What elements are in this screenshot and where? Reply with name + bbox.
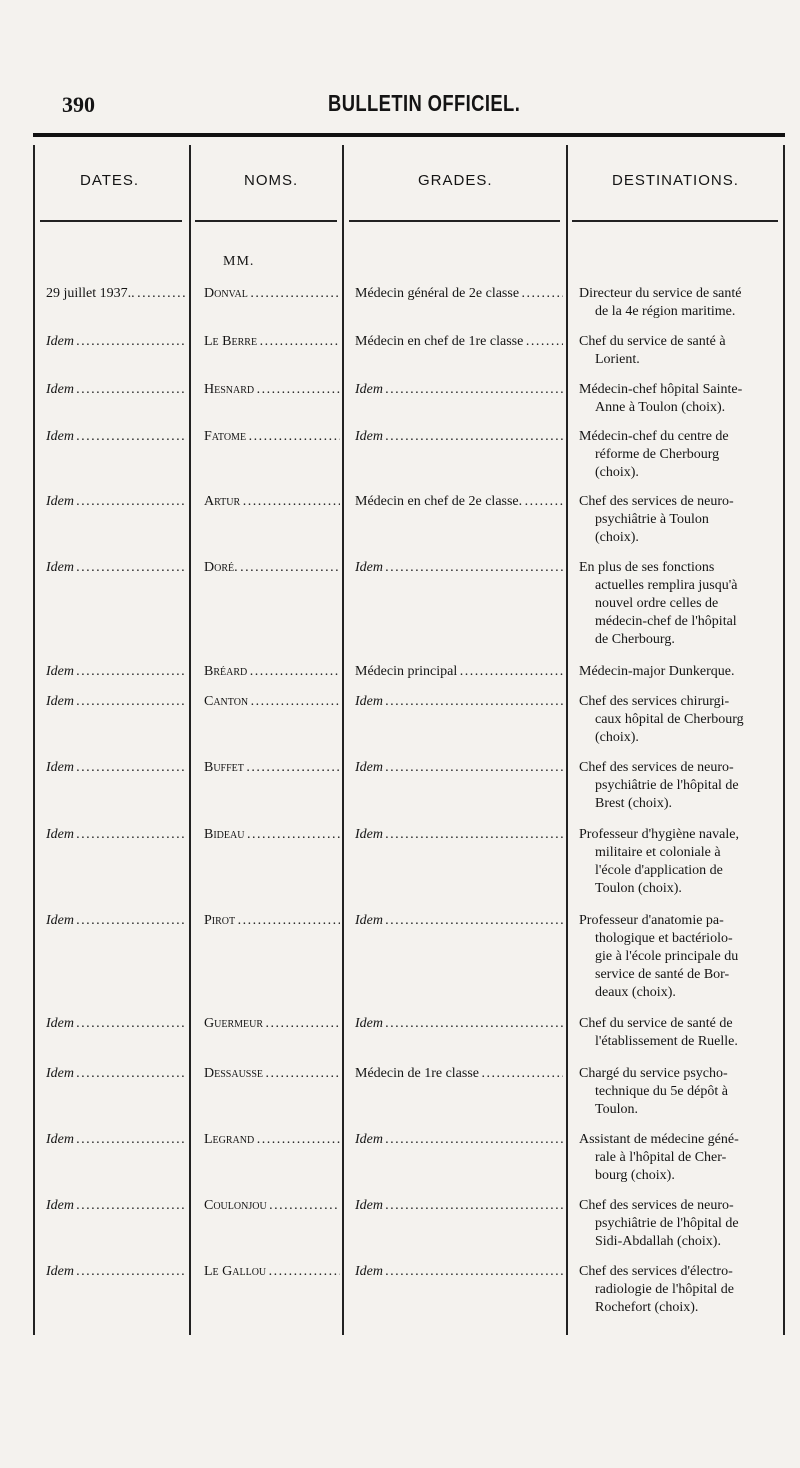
destination-line: Médecin-chef hôpital Sainte-: [579, 382, 743, 397]
destination-line: Sidi-Abdallah (choix).: [595, 1234, 721, 1249]
date-cell: Idem . . .: [46, 912, 186, 930]
destination-line: Professeur d'hygiène navale,: [579, 827, 739, 842]
destination-line: En plus de ses fonctions: [579, 560, 715, 575]
name-cell: Canton . . .: [204, 693, 340, 711]
destination-line: (choix).: [595, 730, 639, 745]
destination-line: Chef des services chirurgi-: [579, 694, 730, 709]
destination-line: Toulon.: [595, 1102, 638, 1117]
destination-line: l'établissement de Ruelle.: [595, 1034, 738, 1049]
destination-line: Médecin-chef du centre de: [579, 429, 729, 444]
destination-line: l'école d'application de: [595, 863, 723, 878]
destination-line: Assistant de médecine géné-: [579, 1132, 739, 1147]
grade-cell: Idem . . .: [355, 381, 563, 399]
destination-line: Chef du service de santé à: [579, 334, 726, 349]
grade-cell: Idem . . .: [355, 1131, 563, 1149]
destination-cell: [579, 1197, 791, 1251]
destination-line: médecin-chef de l'hôpital: [595, 614, 737, 629]
destination-line: deaux (choix).: [595, 985, 676, 1000]
name-cell: Guermeur . . .: [204, 1015, 340, 1033]
destination-cell: [579, 826, 791, 898]
destination-line: Chef des services de neuro-: [579, 494, 734, 509]
grade-cell: Médecin principal . . .: [355, 663, 563, 681]
destination-line: Toulon (choix).: [595, 881, 682, 896]
destination-line: Lorient.: [595, 352, 640, 367]
date-cell: Idem . . .: [46, 381, 186, 399]
name-cell: Bréard . . .: [204, 663, 340, 681]
destination-line: rale à l'hôpital de Cher-: [595, 1150, 727, 1165]
destination-cell: [579, 663, 791, 681]
destination-line: caux hôpital de Cherbourg: [595, 712, 744, 727]
destination-line: Chef des services de neuro-: [579, 1198, 734, 1213]
grade-cell: Idem . . .: [355, 826, 563, 844]
grade-cell: Idem . . .: [355, 1197, 563, 1215]
destination-line: Brest (choix).: [595, 796, 672, 811]
date-cell: Idem . . .: [46, 1015, 186, 1033]
destination-cell: [579, 912, 791, 1002]
grade-cell: Idem . . .: [355, 693, 563, 711]
date-cell: 29 juillet 1937.. . . .: [46, 285, 186, 303]
date-cell: Idem . . .: [46, 759, 186, 777]
name-cell: Buffet . . .: [204, 759, 340, 777]
name-cell: Bideau . . .: [204, 826, 340, 844]
destination-cell: [579, 1015, 791, 1051]
date-cell: Idem . . .: [46, 1065, 186, 1083]
destination-line: actuelles remplira jusqu'à: [595, 578, 738, 593]
destination-line: thologique et bactériolo-: [595, 931, 733, 946]
destination-line: militaire et coloniale à: [595, 845, 721, 860]
grade-cell: Idem . . .: [355, 759, 563, 777]
date-cell: Idem . . .: [46, 663, 186, 681]
column-header-grades: GRADES.: [418, 172, 493, 189]
column-header-noms: NOMS.: [244, 172, 299, 189]
name-cell: Le Berre . . .: [204, 333, 340, 351]
destination-cell: [579, 285, 791, 321]
destination-line: psychiâtrie de l'hôpital de: [595, 778, 739, 793]
date-cell: Idem . . .: [46, 559, 186, 577]
name-cell: Hesnard . . .: [204, 381, 340, 399]
destination-line: technique du 5e dépôt à: [595, 1084, 728, 1099]
column-divider: [566, 145, 568, 1335]
grade-cell: Idem . . .: [355, 1015, 563, 1033]
name-cell: Donval . . .: [204, 285, 340, 303]
column-divider: [342, 145, 344, 1335]
grade-cell: Idem . . .: [355, 559, 563, 577]
destination-cell: [579, 493, 791, 547]
grade-cell: Médecin général de 2e classe . . .: [355, 285, 563, 303]
date-cell: Idem . . .: [46, 1263, 186, 1281]
date-cell: Idem . . .: [46, 493, 186, 511]
date-cell: Idem . . .: [46, 428, 186, 446]
destination-line: de la 4e région maritime.: [595, 304, 736, 319]
header-underline: [349, 220, 560, 222]
date-cell: Idem . . .: [46, 1131, 186, 1149]
date-cell: Idem . . .: [46, 1197, 186, 1215]
destination-line: psychiâtrie à Toulon: [595, 512, 709, 527]
destination-line: service de santé de Bor-: [595, 967, 730, 982]
name-cell: Legrand . . .: [204, 1131, 340, 1149]
destination-line: Médecin-major Dunkerque.: [579, 664, 735, 679]
destination-line: (choix).: [595, 530, 639, 545]
header-underline: [195, 220, 337, 222]
destination-cell: [579, 559, 791, 649]
destination-line: Anne à Toulon (choix).: [595, 400, 726, 415]
destination-line: de Cherbourg.: [595, 632, 675, 647]
column-divider: [189, 145, 191, 1335]
name-cell: Pirot . . .: [204, 912, 340, 930]
name-cell: Dessausse . . .: [204, 1065, 340, 1083]
destination-cell: [579, 381, 791, 417]
destination-cell: [579, 693, 791, 747]
destination-line: Rochefort (choix).: [595, 1300, 699, 1315]
destination-line: radiologie de l'hôpital de: [595, 1282, 734, 1297]
grade-cell: Idem . . .: [355, 1263, 563, 1281]
destination-line: bourg (choix).: [595, 1168, 675, 1183]
destination-cell: [579, 333, 791, 369]
name-cell: Doré. . . .: [204, 559, 340, 577]
destination-cell: [579, 428, 791, 482]
column-header-dates: DATES.: [80, 172, 140, 189]
destination-line: gie à l'école principale du: [595, 949, 739, 964]
date-cell: Idem . . .: [46, 826, 186, 844]
grade-cell: Idem . . .: [355, 428, 563, 446]
destination-line: Chargé du service psycho-: [579, 1066, 728, 1081]
name-cell: Artur . . .: [204, 493, 340, 511]
destination-cell: [579, 1263, 791, 1317]
name-cell: Coulonjou . . .: [204, 1197, 340, 1215]
destination-cell: [579, 1131, 791, 1185]
destination-line: (choix).: [595, 465, 639, 480]
grade-cell: Médecin en chef de 2e classe. . . .: [355, 493, 563, 511]
destination-line: Professeur d'anatomie pa-: [579, 913, 724, 928]
name-cell: Fatome . . .: [204, 428, 340, 446]
grade-cell: Médecin en chef de 1re classe . . .: [355, 333, 563, 351]
destination-line: psychiâtrie de l'hôpital de: [595, 1216, 739, 1231]
column-header-destinations: DESTINATIONS.: [612, 172, 739, 189]
header-underline: [572, 220, 778, 222]
destination-cell: [579, 759, 791, 813]
destination-line: réforme de Cherbourg: [595, 447, 720, 462]
grade-cell: Médecin de 1re classe . . .: [355, 1065, 563, 1083]
grade-cell: Idem . . .: [355, 912, 563, 930]
header-underline: [40, 220, 182, 222]
column-divider: [33, 145, 35, 1335]
mm-label: MM.: [223, 254, 255, 269]
destination-line: Chef des services de neuro-: [579, 760, 734, 775]
destination-line: Directeur du service de santé: [579, 286, 742, 301]
destination-line: nouvel ordre celles de: [595, 596, 719, 611]
date-cell: Idem . . .: [46, 693, 186, 711]
name-cell: Le Gallou . . .: [204, 1263, 340, 1281]
destination-line: Chef du service de santé de: [579, 1016, 733, 1031]
running-head: BULLETIN OFFICIEL.: [328, 90, 521, 116]
page-number: 390: [62, 92, 95, 117]
destination-line: Chef des services d'électro-: [579, 1264, 733, 1279]
date-cell: Idem . . .: [46, 333, 186, 351]
header-rule: [33, 133, 785, 137]
destination-cell: [579, 1065, 791, 1119]
